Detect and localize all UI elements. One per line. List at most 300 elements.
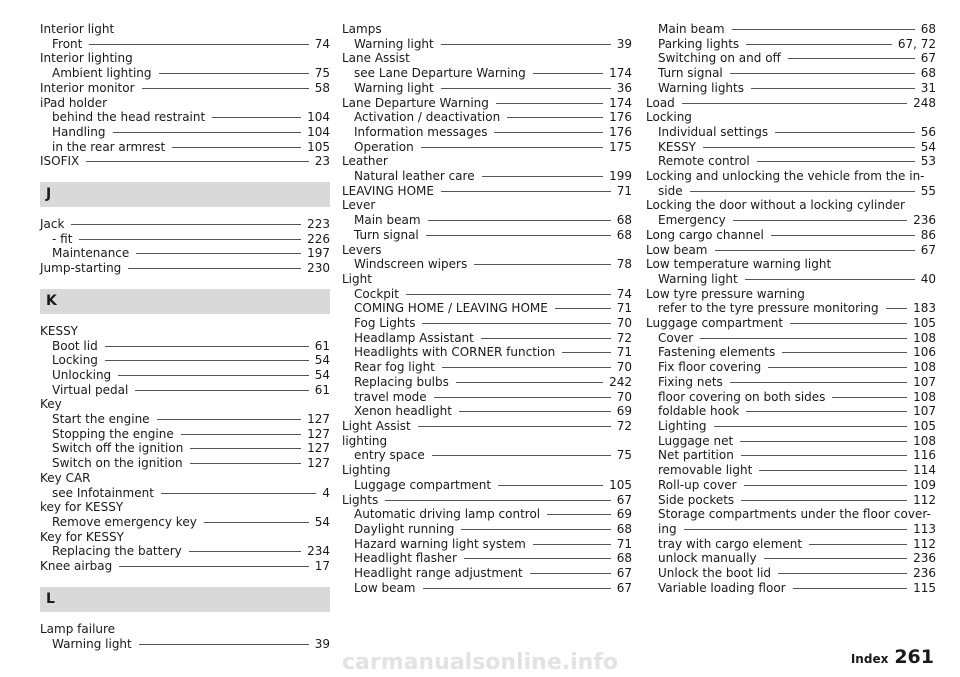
sub-entry xyxy=(646,140,936,155)
sub-entry xyxy=(40,383,330,398)
index-entry xyxy=(40,471,330,500)
entry-label: Parking lights xyxy=(658,36,740,51)
entry-label: Information messages xyxy=(354,124,488,139)
entry-label: Main beam xyxy=(658,22,725,36)
index-heading xyxy=(342,434,632,449)
entry-label: Fastening elements xyxy=(658,345,776,360)
index-entry xyxy=(40,81,330,96)
index-heading xyxy=(646,228,936,243)
dot-leader xyxy=(441,44,611,45)
dot-leader xyxy=(441,191,611,192)
entry-label: Jack xyxy=(40,217,65,232)
sub-entry xyxy=(342,537,632,552)
dot-leader xyxy=(778,573,907,574)
page-ref: 112 xyxy=(913,492,936,507)
index-heading xyxy=(342,272,632,287)
sub-entry xyxy=(646,360,936,375)
index-heading xyxy=(342,22,632,37)
dot-leader xyxy=(172,147,301,148)
dot-leader xyxy=(113,132,302,133)
page-ref: 242 xyxy=(609,374,632,389)
sub-entry xyxy=(342,169,632,184)
page-ref: 61 xyxy=(314,382,330,397)
page-ref: 69 xyxy=(616,507,632,522)
page-ref: 68 xyxy=(920,66,936,81)
entry-label: Rear fog light xyxy=(354,360,435,375)
sub-entry xyxy=(342,507,632,522)
sub-entry xyxy=(342,213,632,228)
entry-label: Activation / deactivation xyxy=(354,110,501,125)
sub-entry xyxy=(342,448,632,463)
page-ref: 70 xyxy=(616,389,632,404)
dot-leader xyxy=(426,235,611,236)
entry-label: Lights xyxy=(342,492,379,507)
entry-label: travel mode xyxy=(354,389,427,404)
index-heading xyxy=(342,463,632,478)
page-ref: 127 xyxy=(307,441,330,456)
page-ref: 115 xyxy=(913,580,936,595)
index-entry xyxy=(40,324,330,398)
dot-leader xyxy=(714,426,908,427)
dot-leader xyxy=(790,323,907,324)
sub-entry xyxy=(40,441,330,456)
dot-leader xyxy=(441,88,611,89)
page-ref: 183 xyxy=(913,301,936,316)
index-heading xyxy=(40,81,330,96)
entry-label: Lighting xyxy=(658,418,707,433)
dot-leader xyxy=(684,529,908,530)
dot-leader xyxy=(746,44,892,45)
dot-leader xyxy=(423,588,611,589)
entry-label: Automatic driving lamp control xyxy=(354,507,541,522)
sub-entry xyxy=(342,390,632,405)
entry-label: Remove emergency key xyxy=(52,514,197,529)
watermark: carmanualsonline.info xyxy=(342,650,618,675)
dot-leader xyxy=(142,88,309,89)
sub-entry xyxy=(646,66,936,81)
entry-label: Main beam xyxy=(354,213,421,228)
dot-leader xyxy=(744,485,908,486)
sub-entry xyxy=(342,66,632,81)
index-entry xyxy=(646,198,936,227)
dot-leader xyxy=(832,397,907,398)
dot-leader xyxy=(190,448,301,449)
page-ref: 31 xyxy=(920,80,936,95)
page-ref: 69 xyxy=(616,404,632,419)
sub-entry xyxy=(342,360,632,375)
entry-label: Start the engine xyxy=(52,412,150,427)
sub-entry xyxy=(40,339,330,354)
dot-leader xyxy=(547,514,611,515)
dot-leader xyxy=(79,239,301,240)
page-ref: 223 xyxy=(307,217,330,232)
entry-label: Handling xyxy=(52,124,106,139)
sub-entry xyxy=(342,331,632,346)
dot-leader xyxy=(746,411,907,412)
index-entry xyxy=(342,493,632,596)
page-ref: 72 xyxy=(616,418,632,433)
index-entry xyxy=(342,272,632,419)
sub-entry xyxy=(646,272,936,287)
sub-entry xyxy=(342,345,632,360)
entry-label: unlock manually xyxy=(658,551,757,566)
entry-label: Locking the door without a locking cylinder xyxy=(646,198,905,213)
entry-label: Interior monitor xyxy=(40,80,135,95)
entry-label: Lane Departure Warning xyxy=(342,95,489,110)
index-heading xyxy=(40,530,330,545)
heading-line xyxy=(40,500,330,515)
page-ref: 74 xyxy=(616,286,632,301)
index-entry xyxy=(342,96,632,155)
sub-entry xyxy=(646,154,936,169)
sub-entry xyxy=(342,404,632,419)
page-ref: 70 xyxy=(616,316,632,331)
dot-leader xyxy=(159,73,309,74)
index-heading xyxy=(40,324,330,339)
sub-entry xyxy=(40,368,330,383)
index-heading xyxy=(646,316,936,331)
entry-label: Light xyxy=(342,271,372,286)
index-heading xyxy=(40,397,330,412)
heading-line xyxy=(40,622,330,637)
sub-entry xyxy=(646,537,936,552)
entry-label: Luggage compartment xyxy=(646,316,784,331)
sub-entry xyxy=(342,478,632,493)
entry-label: Headlight flasher xyxy=(354,551,457,566)
page-ref: 68 xyxy=(920,22,936,36)
entry-label: Warning lights xyxy=(658,80,744,95)
page-ref: 107 xyxy=(913,374,936,389)
index-heading xyxy=(342,493,632,508)
entry-label: tray with cargo element xyxy=(658,536,803,551)
entry-label: Front xyxy=(52,36,83,51)
page-ref: 40 xyxy=(920,271,936,286)
page-ref: 108 xyxy=(913,433,936,448)
entry-label: Headlamp Assistant xyxy=(354,330,474,345)
dot-leader xyxy=(494,132,603,133)
sub-entry xyxy=(40,412,330,427)
page-ref: 61 xyxy=(314,338,330,353)
dot-leader xyxy=(190,463,301,464)
page-ref: 176 xyxy=(609,110,632,125)
dot-leader xyxy=(703,147,915,148)
entry-label: Warning light xyxy=(354,36,434,51)
entry-label: Fixing nets xyxy=(658,374,723,389)
dot-leader xyxy=(432,455,611,456)
sub-entry xyxy=(646,375,936,390)
index-entry xyxy=(342,198,632,242)
page-ref: 71 xyxy=(616,183,632,198)
entry-label: - fit xyxy=(52,231,73,246)
sub-entry xyxy=(342,110,632,125)
page-ref: 54 xyxy=(920,139,936,154)
sub-entry xyxy=(646,37,936,52)
heading-line xyxy=(342,493,632,508)
heading-line xyxy=(342,51,632,66)
sub-entry xyxy=(646,493,936,508)
sub-entry xyxy=(646,434,936,449)
entry-label: Hazard warning light system xyxy=(354,536,526,551)
index-letter-heading: L xyxy=(40,587,330,612)
entry-label: Boot lid xyxy=(52,338,98,353)
index-entry xyxy=(646,96,936,111)
heading-line xyxy=(342,434,632,449)
heading-line xyxy=(40,471,330,486)
page-ref: 67 xyxy=(616,580,632,595)
sub-entry xyxy=(40,515,330,530)
heading-line xyxy=(342,22,632,37)
sub-entry xyxy=(40,66,330,81)
index-heading xyxy=(40,622,330,637)
page-ref: 58 xyxy=(314,80,330,95)
dot-leader xyxy=(459,411,611,412)
index-heading xyxy=(40,471,330,486)
dot-leader xyxy=(715,250,915,251)
heading-line xyxy=(40,154,330,169)
page-ref: 56 xyxy=(920,124,936,139)
heading-line xyxy=(342,243,632,258)
sub-entry xyxy=(646,51,936,66)
sub-entry xyxy=(646,551,936,566)
dot-leader xyxy=(740,441,907,442)
page-ref: 176 xyxy=(609,124,632,139)
sub-entry xyxy=(342,522,632,537)
heading-line xyxy=(646,96,936,111)
entry-label: Xenon headlight xyxy=(354,404,452,419)
sub-entry xyxy=(646,331,936,346)
page-ref: 75 xyxy=(616,448,632,463)
heading-line xyxy=(342,198,632,213)
sub-entry xyxy=(40,140,330,155)
sub-entry xyxy=(646,404,936,419)
sub-entry xyxy=(646,22,936,37)
sub-entry xyxy=(40,353,330,368)
page-ref: 106 xyxy=(913,345,936,360)
dot-leader xyxy=(496,103,603,104)
heading-line xyxy=(40,397,330,412)
page-ref: 116 xyxy=(913,448,936,463)
entry-label: key for KESSY xyxy=(40,500,124,515)
index-entry xyxy=(40,397,330,471)
entry-label: Low beam xyxy=(646,242,708,257)
sub-entry xyxy=(646,448,936,463)
index-entry xyxy=(646,169,936,198)
heading-line xyxy=(646,169,936,184)
sub-entry xyxy=(646,463,936,478)
dot-leader xyxy=(418,426,611,427)
page-ref: 113 xyxy=(913,521,936,536)
index-heading xyxy=(342,51,632,66)
page-ref: 105 xyxy=(609,477,632,492)
entry-label: Lane Assist xyxy=(342,51,410,66)
page-ref: 248 xyxy=(913,95,936,110)
entry-label: iPad holder xyxy=(40,95,108,110)
dot-leader xyxy=(118,375,309,376)
page-ref: 23 xyxy=(314,154,330,169)
page-ref: 108 xyxy=(913,389,936,404)
index-entry xyxy=(342,434,632,463)
dot-leader xyxy=(562,352,611,353)
page-ref: 127 xyxy=(307,426,330,441)
entry-label: Light Assist xyxy=(342,418,411,433)
index-heading xyxy=(40,51,330,66)
entry-label: KESSY xyxy=(658,139,697,154)
page-ref: 108 xyxy=(913,330,936,345)
sub-entry xyxy=(40,246,330,261)
index-heading xyxy=(40,261,330,276)
entry-label: Emergency xyxy=(658,213,726,228)
sub-entry xyxy=(40,427,330,442)
dot-leader xyxy=(71,224,301,225)
entry-label: see Infotainment xyxy=(52,485,154,500)
entry-label: Virtual pedal xyxy=(52,382,129,397)
entry-label: Low beam xyxy=(354,580,416,595)
heading-line xyxy=(646,316,936,331)
index-entry xyxy=(646,243,936,258)
heading-line xyxy=(646,243,936,258)
entry-label: ing xyxy=(658,521,677,536)
dot-leader xyxy=(428,220,611,221)
index-column-2 xyxy=(342,22,632,595)
page-ref: 107 xyxy=(913,404,936,419)
heading-line xyxy=(342,419,632,434)
page-ref: 236 xyxy=(913,566,936,581)
page-ref: 67, 72 xyxy=(897,36,936,51)
sub-entry xyxy=(40,232,330,247)
dot-leader xyxy=(732,29,915,30)
entry-label: Switch on the ignition xyxy=(52,456,183,471)
page-ref: 67 xyxy=(920,242,936,257)
index-column-3 xyxy=(646,22,936,595)
heading-line xyxy=(40,559,330,574)
index-entry xyxy=(646,257,936,286)
index-heading xyxy=(40,154,330,169)
page-ref: 54 xyxy=(314,367,330,382)
heading-line xyxy=(40,96,330,111)
page-ref: 68 xyxy=(616,521,632,536)
page-ref: 199 xyxy=(609,169,632,184)
dot-leader xyxy=(461,529,610,530)
index-entry xyxy=(342,184,632,199)
entry-label: Maintenance xyxy=(52,246,130,261)
heading-line xyxy=(40,324,330,339)
page-ref: 197 xyxy=(307,246,330,261)
page-ref: 174 xyxy=(609,95,632,110)
entry-label: Storage compartments under the floor cover- xyxy=(658,507,931,522)
page-ref: 105 xyxy=(913,316,936,331)
heading-line xyxy=(40,530,330,545)
page-ref: 67 xyxy=(920,51,936,66)
sub-entry xyxy=(646,81,936,96)
entry-label: Turn signal xyxy=(658,66,723,81)
entry-label: COMING HOME / LEAVING HOME xyxy=(354,301,548,316)
dot-leader xyxy=(86,161,308,162)
dot-leader xyxy=(775,132,915,133)
entry-label: Luggage net xyxy=(658,433,734,448)
entry-label: KESSY xyxy=(40,323,79,338)
dot-leader xyxy=(771,235,915,236)
index-entry xyxy=(40,559,330,574)
heading-line xyxy=(646,110,936,125)
dot-leader xyxy=(161,493,316,494)
dot-leader xyxy=(533,73,603,74)
dot-leader xyxy=(690,191,915,192)
sub-entry xyxy=(40,37,330,52)
entry-label: Unlocking xyxy=(52,367,112,382)
footer-section-label: Index xyxy=(850,652,889,666)
page-ref: 4 xyxy=(322,485,330,500)
sub-entry xyxy=(646,419,936,434)
dot-leader xyxy=(421,147,603,148)
index-heading xyxy=(40,96,330,111)
index-entry xyxy=(342,463,632,492)
dot-leader xyxy=(456,382,603,383)
page-ref: 86 xyxy=(920,227,936,242)
page-ref: 78 xyxy=(616,257,632,272)
index-heading xyxy=(342,419,632,434)
page-ref: 127 xyxy=(307,412,330,427)
index-entry xyxy=(646,110,936,169)
dot-leader xyxy=(136,253,301,254)
entry-label: Low temperature warning light xyxy=(646,257,832,272)
dot-leader xyxy=(189,551,301,552)
heading-line xyxy=(342,96,632,111)
entry-label: entry space xyxy=(354,448,425,463)
entry-label: Ambient lighting xyxy=(52,66,152,81)
page-ref: 104 xyxy=(307,124,330,139)
page-ref: 67 xyxy=(616,566,632,581)
page-ref: 36 xyxy=(616,80,632,95)
entry-label: Replacing bulbs xyxy=(354,374,449,389)
entry-label: Daylight running xyxy=(354,521,455,536)
page-ref: 226 xyxy=(307,231,330,246)
entry-label: side xyxy=(658,183,683,198)
dot-leader xyxy=(105,360,309,361)
entry-label: refer to the tyre pressure monitoring xyxy=(658,301,879,316)
index-heading xyxy=(646,198,936,213)
heading-line xyxy=(342,154,632,169)
entry-label: Cockpit xyxy=(354,286,399,301)
entry-label: Knee airbag xyxy=(40,559,113,574)
page-ref: 109 xyxy=(913,477,936,492)
sub-entry-line-cont xyxy=(646,522,936,537)
entry-label: Lamp failure xyxy=(40,621,116,636)
sub-entry xyxy=(342,566,632,581)
index-entry xyxy=(40,217,330,261)
index-entry xyxy=(40,154,330,169)
heading-line xyxy=(646,198,936,213)
entry-label: Locking xyxy=(52,353,98,368)
sub-entry xyxy=(40,637,330,652)
entry-label: Warning light xyxy=(658,271,738,286)
heading-line xyxy=(40,261,330,276)
index-entry xyxy=(40,622,330,651)
sub-entry xyxy=(342,37,632,52)
sub-entry xyxy=(342,301,632,316)
sub-entry xyxy=(342,81,632,96)
index-heading xyxy=(40,559,330,574)
dot-leader xyxy=(741,500,907,501)
dot-leader xyxy=(533,544,611,545)
page-ref: 54 xyxy=(314,353,330,368)
index-entry xyxy=(646,228,936,243)
page-ref: 174 xyxy=(609,66,632,81)
page-ref: 105 xyxy=(913,418,936,433)
entry-label: Fog Lights xyxy=(354,316,416,331)
index-heading xyxy=(40,500,330,515)
sub-entry-line xyxy=(646,507,936,522)
index-heading xyxy=(646,257,936,272)
